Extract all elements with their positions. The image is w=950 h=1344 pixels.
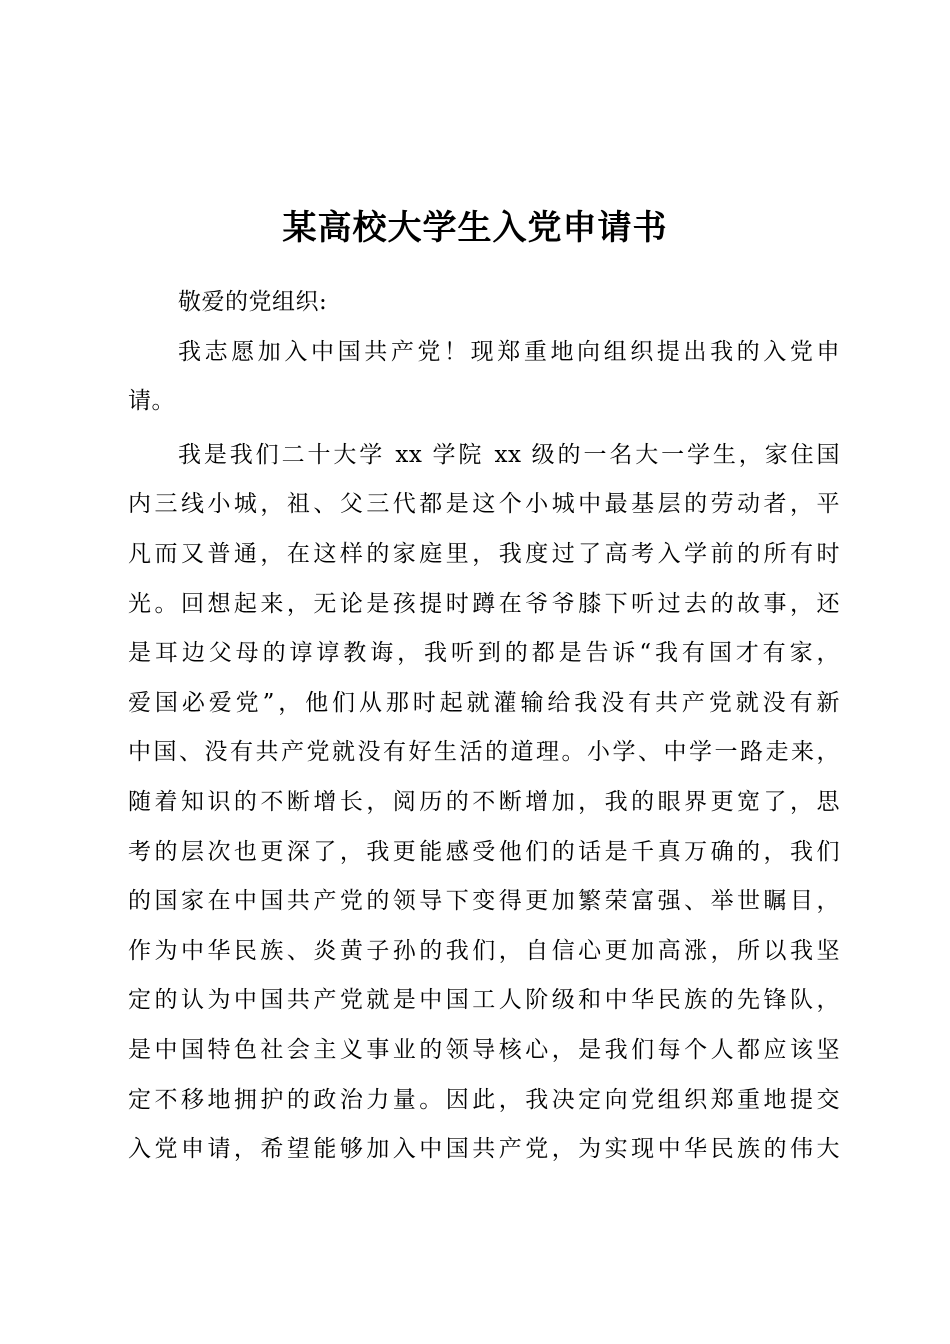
body-line: 凡而又普通，在这样的家庭里，我度过了高考入学前的所有时 [128,540,840,567]
body-line: 是耳边父母的谆谆教诲，我听到的都是告诉“我有国才有家， [128,640,840,667]
body-line: 定的认为中国共产党就是中国工人阶级和中华民族的先锋队， [128,987,840,1014]
body-line: 作为中华民族、炎黄子孙的我们，自信心更加高涨，所以我坚 [128,937,840,964]
body-line: 中国、没有共产党就没有好生活的道理。小学、中学一路走来， [128,739,840,766]
body-line: 请。 [128,388,175,415]
body-line: 随着知识的不断增长，阅历的不断增加，我的眼界更宽了，思 [128,788,840,815]
body-line: 考的层次也更深了，我更能感受他们的话是千真万确的，我们 [128,838,840,865]
document-title: 某高校大学生入党申请书 [282,208,668,248]
body-line: 定不移地拥护的政治力量。因此，我决定向党组织郑重地提交 [128,1086,840,1113]
body-line: 我是我们二十大学 xx 学院 xx 级的一名大一学生，家住国 [178,441,840,468]
body-line: 是中国特色社会主义事业的领导核心，是我们每个人都应该坚 [128,1036,840,1063]
salutation-line: 敬爱的党组织: [178,289,328,315]
body-line: 我志愿加入中国共产党！现郑重地向组织提出我的入党申 [178,338,840,365]
body-line: 的国家在中国共产党的领导下变得更加繁荣富强、举世瞩目， [128,888,840,915]
body-line: 入党申请，希望能够加入中国共产党，为实现中华民族的伟大 [128,1136,840,1163]
body-line: 光。回想起来，无论是孩提时蹲在爷爷膝下听过去的故事，还 [128,590,840,617]
document-body [128,278,840,1175]
body-line: 内三线小城，祖、父三代都是这个小城中最基层的劳动者，平 [128,491,840,518]
body-line: 爱国必爱党”，他们从那时起就灌输给我没有共产党就没有新 [128,689,840,716]
